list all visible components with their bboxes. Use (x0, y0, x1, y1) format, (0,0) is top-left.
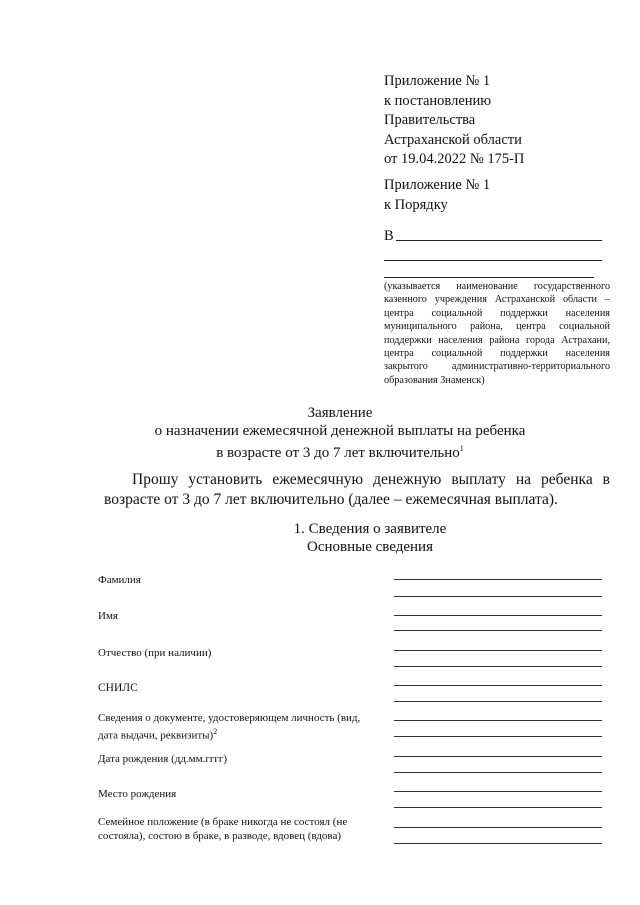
document-subtitle: о назначении ежемесячной денежной выплаты на ребенка (154, 423, 526, 439)
section-title: 1. Сведения о заявителе (293, 521, 447, 537)
surname-field[interactable] (394, 596, 602, 597)
footnote-ref: 2 (213, 727, 218, 736)
birthdate-field[interactable] (394, 772, 602, 773)
marital-status-field[interactable] (394, 827, 602, 828)
field-label-surname: Фамилия (98, 574, 141, 586)
snils-field[interactable] (394, 701, 602, 702)
annex-order-line: к Порядку (384, 196, 448, 213)
field-label-name: Имя (98, 610, 118, 622)
age-text: в возрасте от 3 до 7 лет включительно (216, 445, 460, 461)
annex-line: к постановлению (384, 92, 492, 109)
name-field[interactable] (394, 630, 602, 631)
patronymic-field[interactable] (394, 650, 602, 651)
recipient-line[interactable] (384, 277, 594, 278)
section-subtitle: Основные сведения (307, 539, 433, 555)
field-label-birthdate: Дата рождения (дд.мм.гггг) (98, 753, 228, 765)
document-title: Заявление (307, 405, 373, 421)
field-label-marital-status: Семейное положение (в браке никогда не состоял (не состояла), состою в браке, в разводе, вдовец (вдова) (98, 816, 348, 842)
birthplace-field[interactable] (394, 807, 602, 808)
field-label-snils: СНИЛС (98, 682, 138, 694)
footnote-ref: 1 (459, 444, 464, 453)
document-subtitle-age (140, 440, 540, 462)
recipient-line[interactable] (396, 240, 602, 241)
annex-line: Правительства (384, 112, 476, 128)
name-field[interactable] (394, 615, 602, 616)
id-document-text: Сведения о документе, удостоверяющем личность (вид, дата выдачи, реквизиты) (98, 712, 361, 742)
annex-order (384, 176, 624, 215)
patronymic-field[interactable] (394, 666, 602, 667)
recipient-line[interactable] (384, 260, 602, 261)
annex-header (384, 72, 624, 170)
annex-line: Приложение № 1 (384, 73, 491, 89)
request-paragraph: Прошу установить ежемесячную денежную выплату на ребенка в возрасте от 3 до 7 лет включительно (далее – ежемесячная выплата). (104, 471, 610, 508)
annex-order-line: Приложение № 1 (384, 177, 491, 193)
surname-field[interactable] (394, 579, 602, 580)
field-label-patronymic: Отчество (при наличии) (98, 647, 212, 659)
annex-date-line: от 19.04.2022 № 175-П (384, 151, 525, 167)
field-label-id-document (98, 711, 378, 743)
recipient-prefix: В (384, 228, 394, 244)
recipient-note: (указывается наименование государственного казенного учреждения Астраханской области – центра социальной поддержки населения муниципального района, центра социальной поддержки населения района города Астрахани, центра социальной поддержки населения закрытого административно-территориального образования Знаменск) (384, 281, 610, 386)
birthdate-field[interactable] (394, 756, 602, 757)
id-document-field[interactable] (394, 736, 602, 737)
annex-line: Астраханской области (384, 131, 522, 148)
field-label-birthplace: Место рождения (98, 788, 177, 800)
snils-field[interactable] (394, 685, 602, 686)
id-document-field[interactable] (394, 720, 602, 721)
marital-status-field[interactable] (394, 843, 602, 844)
birthplace-field[interactable] (394, 791, 602, 792)
